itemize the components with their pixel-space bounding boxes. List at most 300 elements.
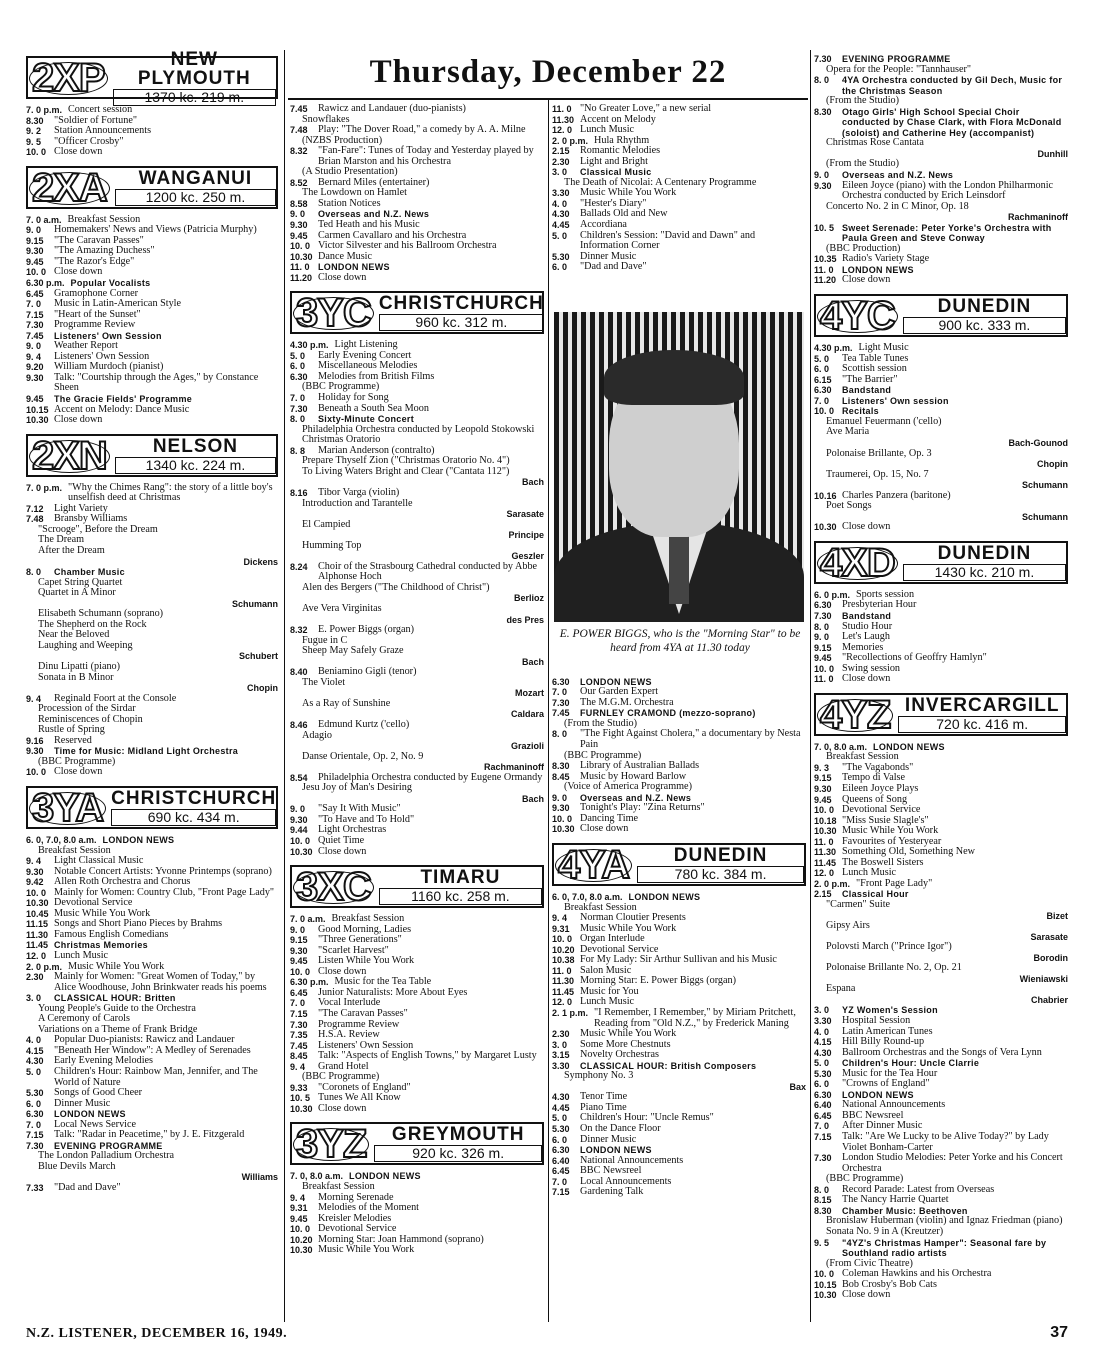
programme-time: 9.30 (290, 220, 308, 231)
programme-detail: (BBC Programme) (38, 755, 116, 767)
programme-time: 10. 0 (552, 934, 573, 945)
programme-detail: Reminiscences of Chopin (38, 713, 143, 725)
composer-credit: Sarasate (506, 509, 544, 520)
programme-detail: Introduction and Tarantelle (302, 497, 413, 509)
programme-detail: Breakfast Session (564, 901, 637, 913)
programme-time: 3.30 (814, 1016, 832, 1027)
programme-row (290, 146, 544, 167)
programme-time: 8.45 (290, 1051, 308, 1062)
composer-credit: Wieniawski (1019, 973, 1068, 984)
programme-detail: (From the Studio) (564, 717, 638, 729)
programme-title: Miscellaneous Melodies (318, 360, 418, 372)
station-frequency: 1160 kc. 258 m. (379, 888, 542, 905)
programme-time: 6.30 (814, 600, 832, 611)
composer-credit: Bach (521, 477, 544, 488)
programme-title: Station Announcements (54, 125, 152, 137)
programme-time: 6.30 p.m. (290, 977, 329, 988)
composer-credit: Mozart (515, 688, 544, 699)
programme-detail: Breakfast Session (302, 1181, 375, 1193)
programme-detail: Polonaise Brillante, Op. 3 (826, 447, 932, 459)
call-sign-oval (29, 172, 110, 205)
programme-title: Close down (318, 1102, 367, 1114)
station-call-sign: 2XN (28, 436, 111, 475)
programme-time: 6.40 (552, 1155, 570, 1166)
programme-title: "Recollections of Geoffry Hamlyn" (842, 652, 987, 664)
composer-credit: Chabrier (1030, 994, 1068, 1005)
call-sign-oval (817, 300, 898, 333)
programme-detail: Ave Maria (826, 426, 870, 438)
programme-time: 7.15 (26, 309, 44, 320)
programme-title: Charles Panzera (baritone) (842, 489, 951, 501)
programme-time: 10.15 (814, 1279, 837, 1290)
programme-detail: Opera for the People: "Tannhauser" (826, 63, 972, 75)
programme-row (290, 393, 544, 404)
programme-time: 11.20 (290, 272, 313, 283)
programme-title: Close down (54, 146, 103, 158)
programme-title: Light Music (858, 342, 909, 354)
headline-rule (288, 98, 808, 100)
programme-title: Popular Duo-pianists: Rawicz and Landauer (54, 1034, 235, 1046)
programme-row (290, 104, 544, 115)
programme-detail: Prepare Thyself Zion ("Christmas Oratorio No. 4") (302, 455, 510, 467)
programme-time: 10. 0 (814, 1269, 835, 1280)
programme-title: Devotional Service (580, 943, 659, 955)
programme-title: London Studio Melodies: Peter Yorke and his Concert Orchestra (842, 1152, 1063, 1174)
programme-time: 10. 0 (290, 966, 311, 977)
composer-credit: Chopin (247, 683, 278, 694)
programme-row (26, 1183, 278, 1194)
call-sign-oval (293, 871, 374, 904)
programme-time: 7.33 (26, 1183, 44, 1194)
programme-detail: The Death of Nicolai: A Centenary Programme (564, 176, 757, 188)
programme-time: 11. 0 (552, 104, 572, 114)
programme-title: Organ Interlude (580, 933, 645, 945)
programme-time: 4.30 (552, 209, 570, 220)
programme-title: Latin American Tunes (842, 1025, 933, 1037)
programme-time: 9.30 (26, 866, 44, 877)
programme-title: "Crowns of England" (842, 1078, 930, 1090)
programme-title: EVENING PROGRAMME (842, 54, 951, 64)
programme-row (814, 1238, 1068, 1259)
programme-detail: (From the Studio) (826, 158, 900, 170)
programme-title: "Officer Crosby" (54, 135, 124, 147)
composer-credit: Geszler (511, 551, 544, 562)
programme-row (26, 394, 278, 405)
programme-time: 9. 4 (26, 856, 42, 867)
programme-title: "Dad and Dave" (54, 1182, 121, 1194)
programme-row (26, 567, 278, 578)
composer-credit: Caldara (510, 709, 544, 720)
programme-time: 9.30 (290, 814, 308, 825)
programme-title: Listeners' Own Session (54, 350, 150, 362)
programme-title: Dancing Time (580, 812, 639, 824)
programme-time: 9.30 (26, 246, 44, 257)
programme-title: "Coronets of England" (318, 1081, 411, 1093)
programme-title: Dinner Music (580, 1133, 637, 1145)
programme-time: 8.45 (552, 771, 570, 782)
programme-time: 7. 0 p.m. (26, 105, 63, 115)
programme-row (26, 278, 278, 289)
programme-detail: To Living Waters Bright and Clear ("Cantata 112") (302, 465, 510, 477)
programme-title: Accent on Melody: Dance Music (54, 403, 190, 415)
programme-time: 10.30 (552, 824, 575, 835)
programme-title: BBC Newsreel (580, 1165, 642, 1177)
programme-time: 9.45 (26, 394, 44, 405)
programme-title: Children's Hour: Rainbow Man, Jennifer, and The World of Nature (54, 1066, 258, 1088)
programme-time: 9.31 (290, 1203, 308, 1214)
programme-title: Programme Review (318, 1018, 400, 1030)
programme-title: Our Garden Expert (580, 686, 659, 698)
programme-title: Chamber Music (54, 567, 125, 578)
programme-time: 8. 0 (814, 621, 830, 632)
programme-time: 8.15 (814, 1195, 832, 1206)
programme-time: 10. 0 (814, 406, 835, 417)
programme-title: Carmen Cavallaro and his Orchestra (318, 229, 467, 241)
programme-title: Famous English Comedians (54, 928, 169, 940)
station-call-sign: 2XA (28, 168, 111, 207)
programme-time: 11.20 (814, 275, 837, 286)
programme-title: Scottish session (842, 363, 907, 375)
station-info (375, 293, 544, 332)
programme-row (26, 835, 278, 846)
composer-credit: Williams (241, 1172, 278, 1183)
programme-title: "Scarlet Harvest" (318, 944, 389, 956)
programme-title: "The Fight Against Cholera," a documentary by Nesta Pain (580, 728, 801, 751)
programme-time: 10. 0 (814, 663, 835, 674)
programme-time: 8. 0 (814, 1184, 830, 1195)
programme-title: Classical Music (580, 167, 652, 178)
programme-time: 6.30 (26, 1109, 44, 1120)
programme-time: 11.30 (552, 114, 575, 125)
programme-detail: (NZBS Production) (302, 134, 383, 146)
station-city: TIMARU (420, 867, 501, 889)
programme-title: Lunch Music (54, 950, 109, 961)
composer-credit: Berlioz (513, 593, 544, 604)
programme-time: 6.30 (552, 676, 570, 687)
station-masthead (814, 693, 1068, 736)
programme-title: Listeners' Own Session (318, 1039, 414, 1051)
programme-time: 11. 0 (552, 965, 572, 976)
programme-title: Early Evening Melodies (54, 1055, 154, 1067)
programme-time: 10.35 (814, 254, 837, 265)
programme-row (552, 1124, 806, 1135)
programme-time: 8.58 (290, 198, 308, 209)
programme-title: Light Classical Music (54, 855, 144, 867)
programme-time: 7. 0, 8.0 a.m. (814, 741, 868, 752)
programme-title: Reginald Foort at the Console (54, 692, 177, 704)
programme-time: 6.45 (814, 1110, 832, 1121)
programme-time: 9.45 (290, 230, 308, 241)
programme-time: 5.30 (26, 1088, 44, 1099)
programme-time: 10. 0 (290, 1224, 311, 1235)
programme-time: 7.30 (814, 1153, 832, 1164)
section-gap (290, 857, 544, 863)
programme-time: 8. 0 (814, 75, 830, 86)
programme-title: Close down (54, 414, 103, 426)
column-4 (814, 54, 1068, 1301)
programme-time: 8.52 (290, 177, 308, 188)
composer-credit: Bach-Gounod (1008, 437, 1068, 448)
programme-row (814, 611, 1068, 622)
programme-title: Chamber Music: Beethoven (842, 1205, 968, 1216)
programme-title: "Why the Chimes Rang": the story of a little boy's unselfish deed at Christmas (68, 481, 273, 504)
column-2 (290, 104, 544, 1256)
programme-detail: Concerto No. 2 in C Minor, Op. 18 (826, 200, 969, 212)
programme-title: Popular Vocalists (70, 278, 151, 289)
programme-row (814, 868, 1068, 879)
programme-time: 6.30 (814, 385, 832, 396)
programme-detail: Young People's Guide to the Orchestra (38, 1002, 196, 1014)
programme-detail: A Ceremony of Carols (38, 1013, 130, 1025)
call-sign-oval (29, 62, 108, 95)
programme-detail: Elisabeth Schumann (soprano) (38, 608, 164, 620)
programme-time: 7.45 (290, 1040, 308, 1051)
programme-title: Close down (842, 1289, 891, 1301)
programme-time: 8. 8 (290, 445, 306, 456)
programme-title: Time for Music: Midland Light Orchestra (54, 746, 239, 757)
programme-title: Listeners' Own Session (54, 330, 162, 341)
programme-time: 10.30 (814, 522, 837, 533)
composer-credit: Dunhill (1037, 148, 1068, 159)
programme-title: Music for the Tea Hour (842, 1067, 938, 1079)
programme-time: 6.15 (814, 374, 832, 385)
programme-time: 7.48 (26, 514, 44, 525)
programme-title: Local Announcements (580, 1175, 672, 1187)
programme-time: 4.45 (552, 1102, 570, 1113)
programme-time: 6. 0, 7.0, 8.0 a.m. (552, 891, 623, 902)
programme-time: 4.30 p.m. (814, 343, 853, 354)
programme-time: 7.45 (552, 708, 570, 719)
programme-row (290, 1104, 544, 1115)
programme-title: YZ Women's Session (842, 1005, 938, 1016)
programme-detail: (BBC Programme) (826, 1173, 904, 1185)
programme-title: "The Razor's Edge" (54, 255, 135, 267)
programme-time: 8.30 (814, 106, 832, 117)
programme-time: 5.30 (552, 251, 570, 262)
programme-row (290, 562, 544, 583)
programme-title: Music While You Work (318, 1244, 415, 1256)
programme-time: 9.20 (26, 362, 44, 373)
programme-time: 9. 0 (290, 804, 306, 815)
programme-time: 4. 0 (814, 1026, 830, 1037)
section-gap (814, 286, 1068, 292)
programme-time: 7.30 (552, 697, 570, 708)
programme-time: 9. 5 (814, 1237, 830, 1248)
programme-title: National Announcements (842, 1099, 946, 1111)
programme-time: 10. 0 (26, 767, 47, 778)
programme-row (26, 1099, 278, 1110)
programme-title: "The Caravan Passes" (318, 1008, 408, 1020)
programme-time: 9. 0 (814, 632, 830, 643)
programme-title: Breakfast Session (331, 913, 405, 925)
station-city: NEW PLYMOUTH (137, 48, 251, 89)
programme-title: Dinner Music (54, 1097, 111, 1109)
programme-time: 9. 4 (552, 913, 568, 924)
station-info (370, 1124, 542, 1163)
programme-time: 10.16 (814, 490, 837, 501)
programme-time: 9. 4 (290, 1061, 306, 1072)
programme-time: 12. 0 (552, 125, 573, 136)
programme-title: Tunes We All Know (318, 1092, 401, 1104)
station-info (894, 695, 1066, 734)
programme-title: Local News Service (54, 1118, 137, 1130)
programme-title: Close down (842, 521, 891, 533)
programme-time: 9.30 (26, 372, 44, 383)
programme-time: 9.45 (814, 653, 832, 664)
page-headline: Thursday, December 22 (369, 54, 727, 90)
programme-title: Eileen Joyce Plays (842, 782, 919, 794)
programme-title: BBC Newsreel (842, 1109, 904, 1121)
programme-title: Music While You Work (54, 907, 151, 919)
station-call-sign: 3YZ (292, 1124, 370, 1163)
programme-time: 10.18 (814, 815, 837, 826)
programme-time: 9. 0 (26, 341, 42, 352)
station-masthead (26, 166, 278, 209)
programme-time: 4.45 (552, 220, 570, 231)
programme-title: FURNLEY CRAMOND (mezzo-soprano) (580, 708, 756, 719)
programme-title: Light Variety (54, 502, 108, 514)
station-frequency: 1430 kc. 210 m. (903, 564, 1066, 581)
programme-row (552, 220, 806, 231)
portrait-photo (554, 312, 804, 622)
programme-title: "4YZ's Christmas Hamper": Seasonal fare by Southland radio artists (842, 1237, 1047, 1259)
programme-title: "Front Page Lady" (856, 877, 933, 889)
programme-title: Some More Chestnuts (580, 1038, 671, 1050)
programme-title: The Boswell Sisters (842, 856, 924, 868)
programme-row (26, 373, 278, 394)
programme-title: Children's Session: "David and Dawn" and Information Corner (580, 229, 756, 252)
programme-title: H.S.A. Review (318, 1029, 380, 1041)
programme-time: 6. 0 (814, 364, 830, 375)
programme-row (814, 1132, 1068, 1153)
programme-detail: Rustle of Spring (38, 724, 105, 736)
programme-detail: Sonata in B Minor (38, 671, 114, 683)
programme-title: Music While You Work (580, 187, 677, 199)
programme-row (814, 1048, 1068, 1059)
programme-time: 5.30 (552, 1123, 570, 1134)
programme-time: 4.15 (26, 1045, 44, 1056)
programme-time: 7.15 (552, 1187, 570, 1198)
programme-time: 7.48 (290, 125, 308, 136)
programme-title: Coleman Hawkins and his Orchestra (842, 1268, 992, 1280)
station-frequency: 920 kc. 326 m. (374, 1145, 542, 1162)
composer-credit: Bach (521, 793, 544, 804)
programme-time: 11. 0 (814, 264, 834, 275)
station-city: NELSON (152, 435, 238, 457)
programme-row (814, 385, 1068, 396)
programme-title: Swing session (842, 662, 901, 674)
programme-row (552, 1187, 806, 1198)
programme-time: 7.35 (290, 1030, 308, 1041)
programme-title: Weather Report (54, 340, 118, 352)
programme-row (814, 784, 1068, 795)
programme-time: 6.30 (290, 371, 308, 382)
programme-time: 11. 0 (290, 262, 310, 273)
programme-title: The Gracie Fields' Programme (54, 394, 193, 405)
programme-time: 10.20 (552, 944, 575, 955)
programme-time: 9.45 (26, 256, 44, 267)
programme-time: 2. 0 p.m. (814, 878, 851, 889)
programme-title: E. Power Biggs (organ) (318, 624, 415, 636)
programme-title: Music for You (580, 985, 639, 997)
programme-time: 7.12 (26, 503, 44, 514)
station-city: WANGANUI (138, 167, 253, 189)
programme-title: Dance Music (318, 250, 373, 262)
programme-row (814, 107, 1068, 139)
programme-time: 3. 0 (552, 167, 568, 178)
programme-row (552, 729, 806, 750)
programme-title: Bernard Miles (entertainer) (318, 176, 430, 188)
programme-time: 8.54 (290, 772, 308, 783)
programme-title: Lunch Music (842, 867, 897, 879)
programme-detail: (From Civic Theatre) (826, 1257, 913, 1269)
station-frequency: 1370 kc. 219 m. (113, 89, 276, 106)
programme-time: 9.30 (552, 803, 570, 814)
programme-title: Library of Australian Ballads (580, 760, 700, 772)
programme-row (552, 157, 806, 168)
programme-time: 12. 0 (552, 997, 573, 1008)
programme-time: 9. 5 (26, 136, 42, 147)
station-call-sign: 4YA (554, 845, 633, 884)
programme-time: 7. 0 a.m. (290, 914, 326, 925)
station-info (899, 543, 1066, 582)
station-masthead (814, 294, 1068, 337)
programme-time: 6. 0 (290, 361, 306, 372)
programme-time: 9. 3 (814, 762, 830, 773)
programme-detail: Bronislaw Huberman (violin) and Ignaz Friedman (piano) (826, 1215, 1063, 1227)
programme-title: Music While You Work (580, 1028, 677, 1040)
station-masthead (552, 843, 806, 886)
programme-title: "Dad and Dave" (580, 261, 647, 273)
programme-title: Presbyterian Hour (842, 599, 917, 611)
programme-time: 3. 0 (552, 1039, 568, 1050)
programme-title: Rawicz and Landauer (duo-pianists) (318, 103, 466, 114)
programme-row (814, 181, 1068, 202)
composer-credit: Schubert (238, 651, 278, 662)
programme-row (814, 275, 1068, 286)
programme-title: National Announcements (580, 1154, 684, 1166)
programme-time: 8. 0 (26, 567, 42, 578)
section-gap (814, 685, 1068, 691)
programme-time: 11.45 (26, 940, 49, 951)
programme-row (552, 1008, 806, 1029)
programme-title: Recitals (842, 406, 879, 417)
programme-title: CLASSICAL HOUR: Britten (54, 993, 176, 1004)
programme-time: 11.45 (552, 986, 575, 997)
programme-time: 9.15 (290, 935, 308, 946)
section-gap (290, 1114, 544, 1120)
programme-row (552, 262, 806, 273)
programme-time: 11.30 (26, 929, 49, 940)
programme-title: Lunch Music (580, 996, 635, 1008)
composer-credit: Grazioli (510, 741, 544, 752)
programme-title: Overseas and N.Z. News (842, 170, 954, 181)
programme-detail: Espana (826, 983, 856, 995)
composer-credit: Schumann (1021, 511, 1068, 522)
composer-credit: Borodin (1033, 952, 1068, 963)
programme-title: Music in Latin-American Style (54, 298, 182, 310)
programme-time: 6.45 (290, 987, 308, 998)
programme-title: "The Amazing Duchess" (54, 245, 155, 257)
composer-credit: Principe (508, 530, 544, 541)
programme-time: 7. 0 (26, 299, 42, 310)
programme-time: 6. 0, 7.0, 8.0 a.m. (26, 834, 97, 845)
programme-time: 9.42 (26, 877, 44, 888)
programme-title: Concert session (68, 104, 133, 115)
programme-row (814, 1153, 1068, 1174)
station-info (109, 48, 276, 105)
programme-title: Record Parade: Latest from Overseas (842, 1183, 995, 1195)
